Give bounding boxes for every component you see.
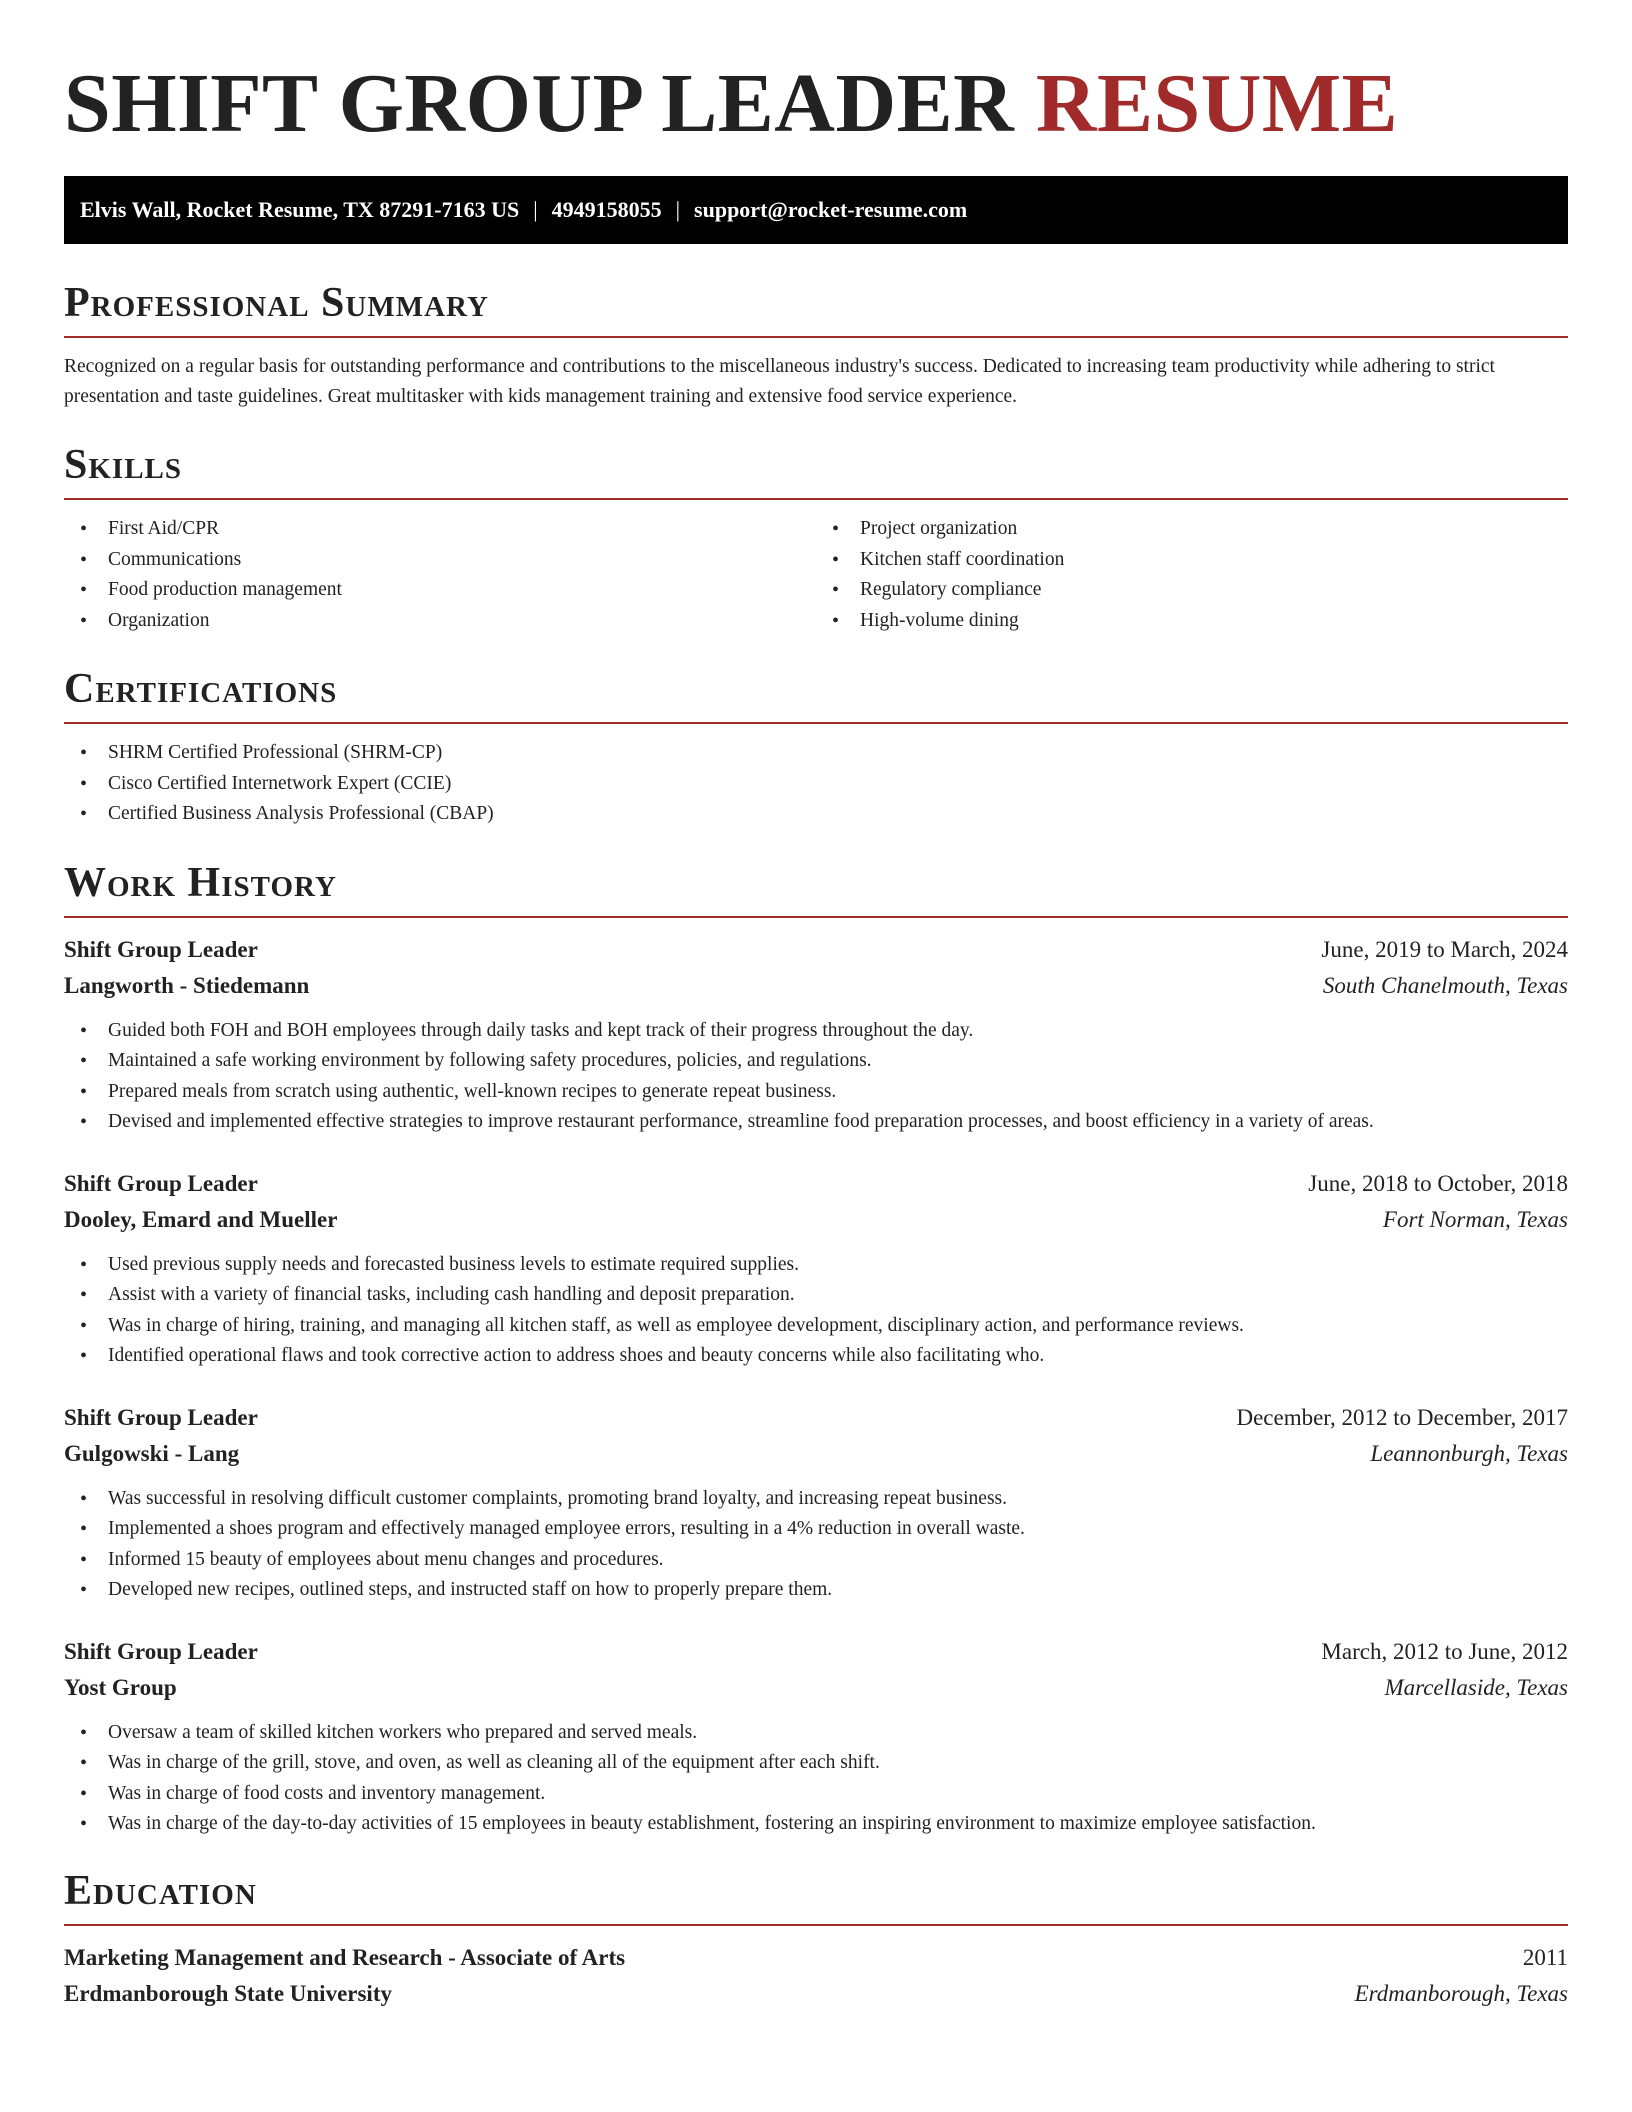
job-bullet: • Devised and implemented effective strategies to improve restaurant performance, streamline food preparation processes, and boost efficiency in a variety of areas. (64, 1107, 1568, 1138)
skills-grid (64, 514, 1568, 636)
education-section (64, 1868, 1568, 2012)
job-bullet: • Was in charge of hiring, training, and managing all kitchen staff, as well as employee development, disciplinary action, and performance reviews. (64, 1311, 1568, 1342)
job-title: Shift Group Leader (64, 1170, 258, 1196)
job-bullet: • Maintained a safe working environment by following safety procedures, policies, and regulations. (64, 1046, 1568, 1077)
job-company: Langworth - Stiedemann (64, 972, 310, 998)
job-header-row (64, 1634, 1568, 1670)
skill-item: • Project organization (816, 514, 1568, 545)
job-company: Gulgowski - Lang (64, 1440, 240, 1466)
certification-item: • SHRM Certified Professional (SHRM-CP) (64, 738, 1568, 769)
skills-section (64, 442, 1568, 636)
section-divider (64, 1924, 1568, 1926)
job-bullet: • Was in charge of the day-to-day activities of 15 employees in beauty establishment, fostering an inspiring environment to maximize employee satisfaction. (64, 1809, 1568, 1840)
job-company-row (64, 968, 1568, 1004)
job-company-row (64, 1670, 1568, 1706)
job-bullet: • Guided both FOH and BOH employees through daily tasks and kept track of their progress throughout the day. (64, 1016, 1568, 1047)
certifications-heading: Certifications (64, 666, 338, 712)
certification-item: • Certified Business Analysis Professional (CBAP) (64, 799, 1568, 830)
certifications-list (64, 738, 1568, 830)
job-bullets (64, 1718, 1568, 1840)
job-entry (64, 1400, 1568, 1606)
job-title: Shift Group Leader (64, 1638, 258, 1664)
job-bullet: • Assist with a variety of financial tasks, including cash handling and deposit preparation. (64, 1280, 1568, 1311)
job-company-row (64, 1436, 1568, 1472)
skills-heading: Skills (64, 442, 183, 488)
job-company: Dooley, Emard and Mueller (64, 1206, 338, 1232)
title-main: SHIFT GROUP LEADER (64, 57, 1015, 150)
contact-separator: | (533, 197, 538, 222)
section-divider (64, 722, 1568, 724)
job-title: Shift Group Leader (64, 936, 258, 962)
contact-name-address: Elvis Wall, Rocket Resume, TX 87291-7163 US (80, 197, 520, 222)
job-header-row (64, 932, 1568, 968)
skill-item: • Organization (64, 606, 816, 637)
work-history-section (64, 860, 1568, 1840)
job-entry (64, 1634, 1568, 1840)
skill-item: • Regulatory compliance (816, 575, 1568, 606)
education-school: Erdmanborough State University (64, 1980, 392, 2006)
job-company-row (64, 1202, 1568, 1238)
job-bullet: • Prepared meals from scratch using authentic, well-known recipes to generate repeat business. (64, 1077, 1568, 1108)
job-bullet: • Oversaw a team of skilled kitchen workers who prepared and served meals. (64, 1718, 1568, 1749)
job-bullets (64, 1484, 1568, 1606)
job-location: Fort Norman, Texas (1382, 1206, 1568, 1232)
job-dates: June, 2019 to March, 2024 (1321, 936, 1568, 962)
job-dates: March, 2012 to June, 2012 (1321, 1638, 1568, 1664)
job-dates: December, 2012 to December, 2017 (1236, 1404, 1568, 1430)
contact-bar (64, 176, 1568, 244)
summary-heading: Professional Summary (64, 280, 489, 326)
job-bullet: • Developed new recipes, outlined steps, and instructed staff on how to properly prepare them. (64, 1575, 1568, 1606)
job-bullets (64, 1016, 1568, 1138)
contact-phone: 4949158055 (551, 197, 662, 222)
job-header-row (64, 1400, 1568, 1436)
section-divider (64, 916, 1568, 918)
education-school-row (64, 1976, 1568, 2012)
certification-item: • Cisco Certified Internetwork Expert (CCIE) (64, 769, 1568, 800)
summary-text: Recognized on a regular basis for outstanding performance and contributions to the miscellaneous industry's success. Dedicated to increasing team productivity while adhering to strict presentation and taste guidelines. Great multitasker with kids management training and extensive food service experience. (64, 356, 1495, 407)
education-heading: Education (64, 1867, 257, 1914)
section-divider (64, 498, 1568, 500)
job-title: Shift Group Leader (64, 1404, 258, 1430)
job-entry (64, 932, 1568, 1138)
certifications-section (64, 666, 1568, 830)
work-history-heading: Work History (64, 859, 337, 906)
section-divider (64, 336, 1568, 338)
skill-item: • High-volume dining (816, 606, 1568, 637)
title-accent: RESUME (1035, 57, 1399, 150)
job-dates: June, 2018 to October, 2018 (1308, 1170, 1568, 1196)
job-bullet: • Used previous supply needs and forecasted business levels to estimate required supplies. (64, 1250, 1568, 1281)
skills-list-left (64, 514, 816, 636)
job-header-row (64, 1166, 1568, 1202)
skill-item: • First Aid/CPR (64, 514, 816, 545)
job-bullet: • Was successful in resolving difficult customer complaints, promoting brand loyalty, and increasing repeat business. (64, 1484, 1568, 1515)
summary-section (64, 280, 1568, 412)
job-location: Leannonburgh, Texas (1370, 1440, 1568, 1466)
skills-list-right (816, 514, 1568, 636)
job-bullet: • Implemented a shoes program and effectively managed employee errors, resulting in a 4% reduction in overall waste. (64, 1514, 1568, 1545)
job-bullets (64, 1250, 1568, 1372)
resume-title (64, 0, 1568, 150)
skill-item: • Food production management (64, 575, 816, 606)
job-location: South Chanelmouth, Texas (1322, 972, 1568, 998)
education-location: Erdmanborough, Texas (1354, 1980, 1568, 2006)
education-degree-row (64, 1940, 1568, 1976)
job-location: Marcellaside, Texas (1384, 1674, 1568, 1700)
job-company: Yost Group (64, 1674, 177, 1700)
contact-separator: | (675, 197, 681, 222)
job-entry (64, 1166, 1568, 1372)
job-bullet: • Was in charge of the grill, stove, and oven, as well as cleaning all of the equipment after each shift. (64, 1748, 1568, 1779)
contact-email: support@rocket-resume.com (694, 197, 968, 222)
job-bullet: • Identified operational flaws and took corrective action to address shoes and beauty concerns while also facilitating who. (64, 1341, 1568, 1372)
skill-item: • Kitchen staff coordination (816, 545, 1568, 576)
education-year: 2011 (1522, 1944, 1568, 1970)
education-degree: Marketing Management and Research - Associate of Arts (64, 1944, 626, 1970)
job-bullet: • Was in charge of food costs and inventory management. (64, 1779, 1568, 1810)
job-bullet: • Informed 15 beauty of employees about menu changes and procedures. (64, 1545, 1568, 1576)
skill-item: • Communications (64, 545, 816, 576)
